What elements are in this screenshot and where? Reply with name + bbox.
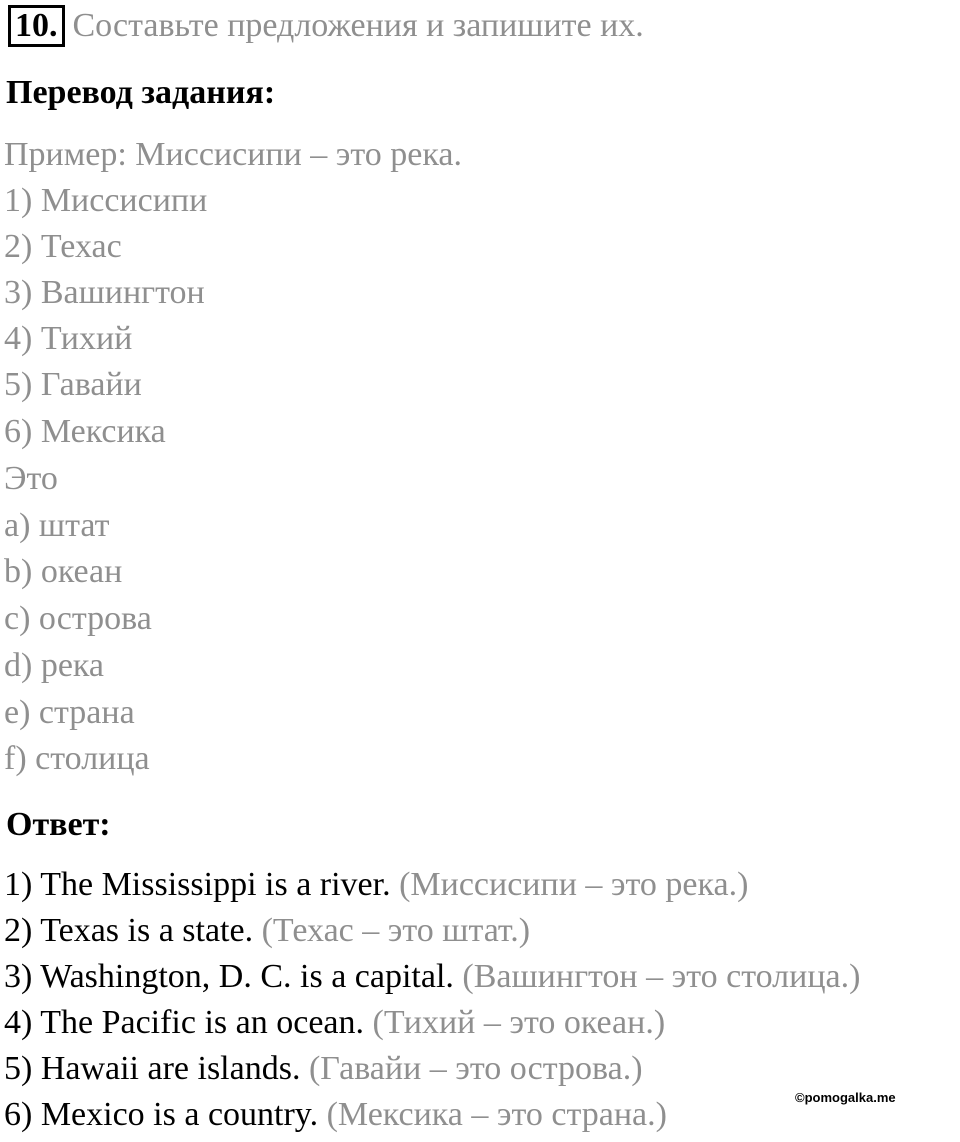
answer-item (4, 958, 860, 996)
answer-russian: (Мексика – это страна.) (326, 1096, 667, 1133)
answer-russian: (Техас – это штат.) (261, 912, 531, 949)
answer-russian: (Вашингтон – это столица.) (462, 958, 861, 995)
translation-line: a) штат (4, 507, 110, 544)
answer-english: 2) Texas is a state. (4, 912, 254, 949)
answer-item (4, 1096, 667, 1134)
translation-line: d) река (4, 647, 105, 684)
translation-heading: Перевод задания: (6, 74, 276, 111)
translation-example: Пример: Миссисипи – это река. (4, 136, 462, 173)
watermark: ©pomogalka.me (795, 1090, 896, 1105)
answer-item (4, 1050, 643, 1088)
answer-english: 5) Hawaii are islands. (4, 1050, 301, 1087)
translation-line: Это (4, 460, 58, 497)
translation-line: c) острова (4, 600, 152, 637)
translation-line: 4) Тихий (4, 320, 133, 357)
translation-line: 2) Техас (4, 228, 122, 265)
answer-english: 6) Mexico is a country. (4, 1096, 319, 1133)
translation-line: 5) Гавайи (4, 366, 142, 403)
task-number: 10. (8, 5, 65, 47)
task-header (8, 4, 644, 48)
translation-line: 1) Миссисипи (4, 182, 208, 219)
answer-item (4, 1004, 665, 1042)
task-instruction: Составьте предложения и запишите их. (72, 7, 644, 44)
translation-line: b) океан (4, 553, 123, 590)
translation-line: f) столица (4, 740, 150, 777)
answer-item (4, 912, 530, 950)
answer-english: 1) The Mississippi is a river. (4, 866, 391, 903)
answer-russian: (Миссисипи – это река.) (399, 866, 749, 903)
answer-russian: (Гавайи – это острова.) (308, 1050, 643, 1087)
translation-line: 6) Мексика (4, 413, 166, 450)
answer-english: 3) Washington, D. C. is a capital. (4, 958, 454, 995)
answer-heading: Ответ: (6, 806, 111, 843)
answer-russian: (Тихий – это океан.) (372, 1004, 666, 1041)
translation-line: e) страна (4, 694, 135, 731)
answer-english: 4) The Pacific is an ocean. (4, 1004, 365, 1041)
translation-line: 3) Вашингтон (4, 274, 205, 311)
answer-item (4, 866, 748, 904)
